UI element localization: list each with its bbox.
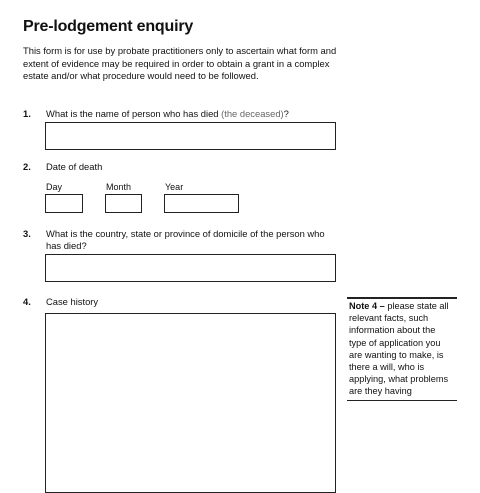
question-4-number: 4. <box>23 296 31 307</box>
question-4-label: Case history <box>46 296 99 307</box>
question-2-label: Date of death <box>46 161 103 172</box>
day-label: Day <box>46 182 63 192</box>
case-history-field[interactable] <box>45 313 336 493</box>
day-field[interactable] <box>45 194 83 213</box>
note-4-body: please state all relevant facts, such information about the type of application you are wanting to make, is there a will, who is applying, what problems are they having <box>349 301 449 397</box>
domicile-field[interactable] <box>45 254 336 282</box>
year-field[interactable] <box>164 194 239 213</box>
intro-text: This form is for use by probate practitioners only to ascertain what form and extent of evidence may be required in order to obtain a grant in a complex estate and/or what procedure would need to be followed. <box>23 45 337 81</box>
question-1-text: What is the name of person who has died <box>46 108 219 119</box>
question-3-label: What is the country, state or province of domicile of the person who has died? <box>46 228 325 251</box>
question-2-number: 2. <box>23 161 31 172</box>
question-1-number: 1. <box>23 108 31 119</box>
question-1-label <box>46 108 289 120</box>
question-1-end: ? <box>283 108 289 119</box>
question-3-number: 3. <box>23 228 31 239</box>
note-4-heading: Note 4 – <box>349 301 385 311</box>
month-field[interactable] <box>105 194 142 213</box>
year-label: Year <box>165 182 184 192</box>
question-1-muted: (the deceased) <box>221 108 284 119</box>
page-title: Pre-lodgement enquiry <box>23 18 194 35</box>
note-4 <box>347 297 457 401</box>
month-label: Month <box>106 182 132 192</box>
deceased-name-field[interactable] <box>45 122 336 150</box>
